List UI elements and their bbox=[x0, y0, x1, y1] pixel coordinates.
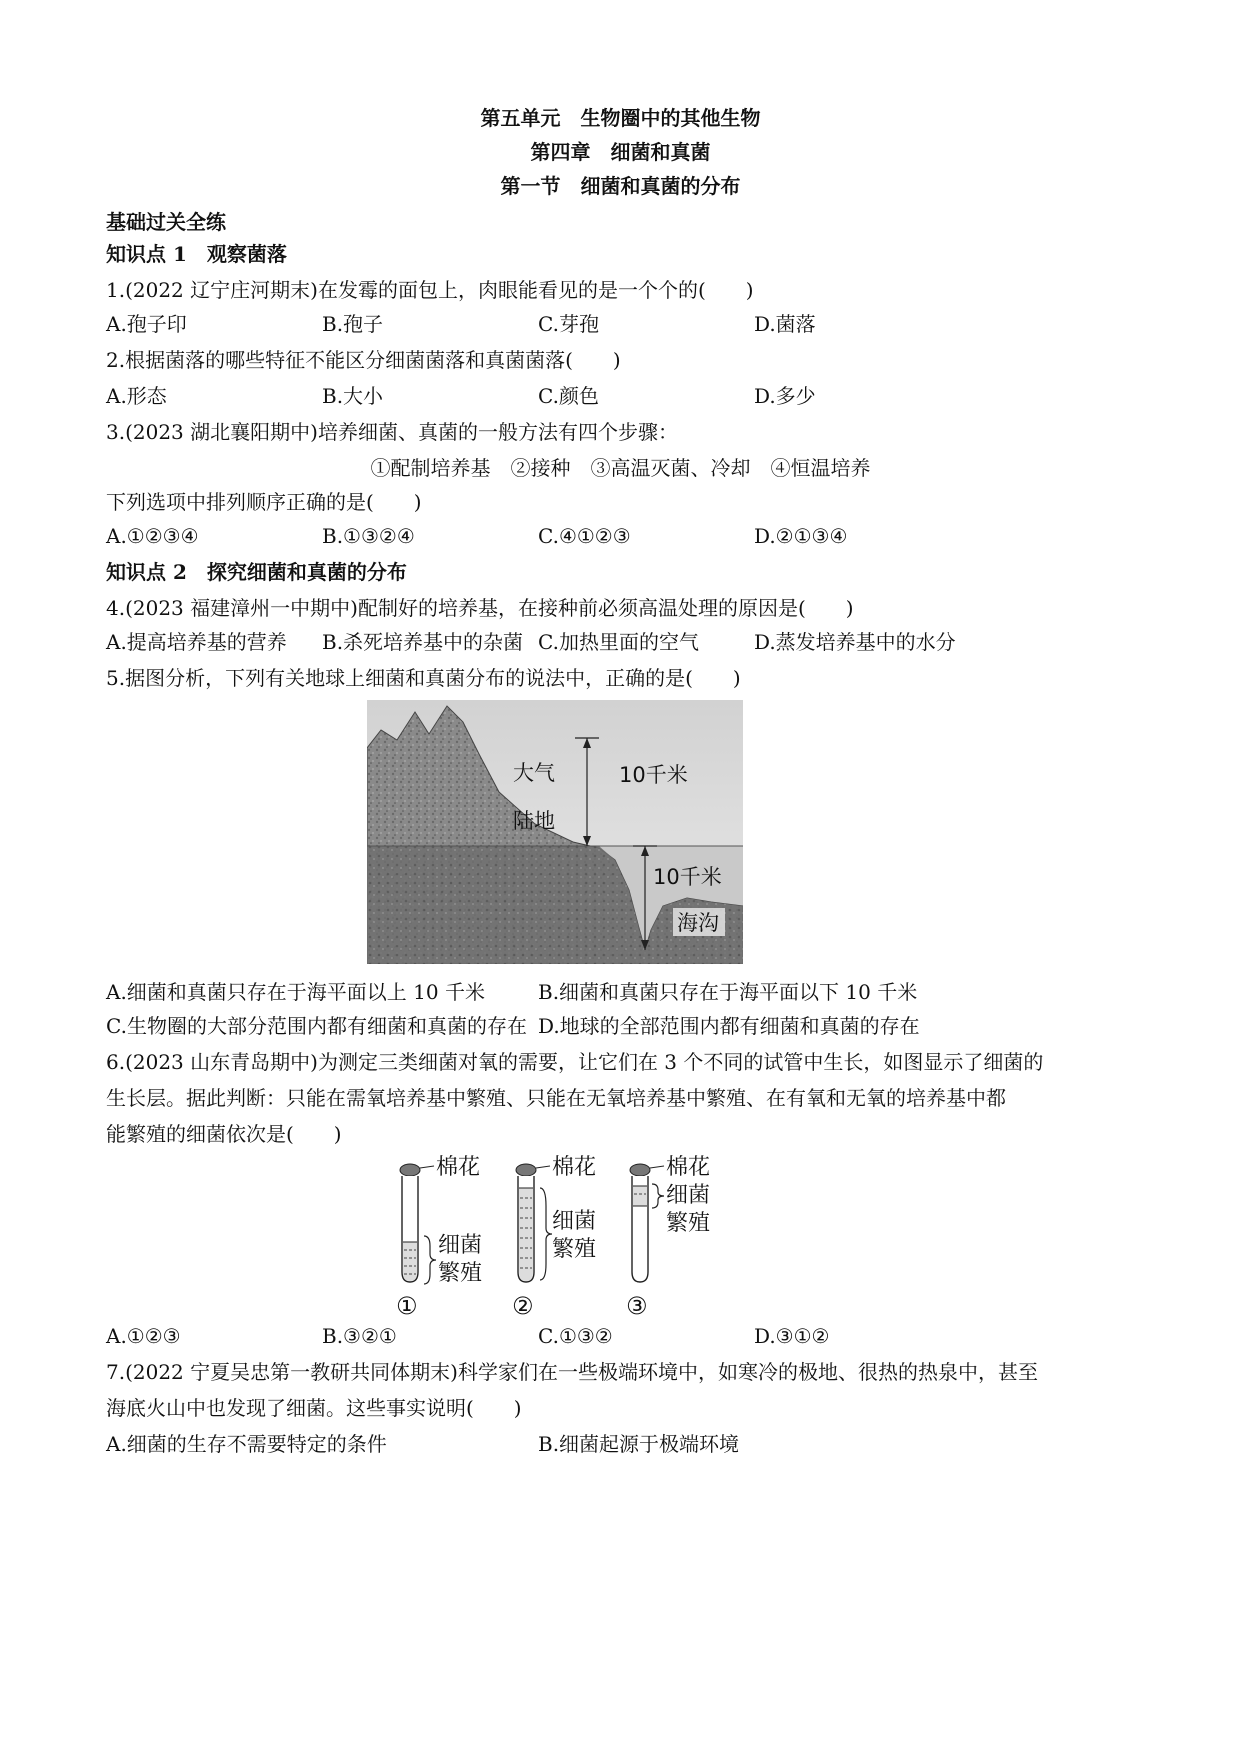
q4-option-d: D.蒸发培养基中的水分 bbox=[754, 630, 956, 654]
tube-label-3: ③ bbox=[626, 1292, 648, 1320]
tube-2 bbox=[512, 1155, 596, 1320]
trench-label: 海沟 bbox=[677, 911, 719, 935]
question-4-stem: 4.(2023 福建漳州一中期中)配制好的培养基，在接种前必须高温处理的原因是( ) bbox=[106, 596, 854, 620]
tube-1 bbox=[396, 1155, 482, 1320]
growth-label-3a: 细菌 bbox=[666, 1183, 711, 1208]
q1-option-d: D.菌落 bbox=[754, 312, 816, 336]
tube-3 bbox=[626, 1155, 710, 1320]
growth-label-2a: 细菌 bbox=[552, 1209, 597, 1234]
q6-option-a: A.①②③ bbox=[106, 1324, 181, 1348]
knowledge-point-1: 知识点 1 观察菌落 bbox=[106, 242, 287, 266]
question-3-stem-2: 下列选项中排列顺序正确的是( ) bbox=[106, 490, 422, 514]
q7-option-b: B.细菌起源于极端环境 bbox=[538, 1432, 740, 1456]
chapter-title: 第四章 细菌和真菌 bbox=[530, 140, 711, 164]
q4-option-a: A.提高培养基的营养 bbox=[106, 630, 287, 654]
cotton-label-1: 棉花 bbox=[436, 1155, 481, 1180]
question-6-stem-2: 生长层。据此判断：只能在需氧培养基中繁殖、只能在无氧培养基中繁殖、在有氧和无氧的培养基中都 bbox=[106, 1086, 1006, 1110]
question-2-stem: 2.根据菌落的哪些特征不能区分细菌菌落和真菌菌落( ) bbox=[106, 348, 621, 372]
q1-option-b: B.孢子 bbox=[322, 312, 384, 336]
earth-section-figure bbox=[367, 700, 743, 964]
growth-label-3b: 繁殖 bbox=[666, 1211, 711, 1236]
q2-option-b: B.大小 bbox=[322, 384, 384, 408]
question-1-stem: 1.(2022 辽宁庄河期末)在发霉的面包上，肉眼能看见的是一个个的( ) bbox=[106, 278, 754, 302]
question-7-stem-1: 7.(2022 宁夏吴忠第一教研共同体期末)科学家们在一些极端环境中，如寒冷的极地、很热的热泉中，甚至 bbox=[106, 1360, 1038, 1384]
tube-label-2: ② bbox=[512, 1292, 534, 1320]
growth-label-2b: 繁殖 bbox=[552, 1237, 597, 1262]
test-tubes-svg bbox=[390, 1150, 730, 1320]
q5-option-a: A.细菌和真菌只存在于海平面以上 10 千米 bbox=[106, 980, 485, 1004]
q2-option-a: A.形态 bbox=[106, 384, 167, 408]
question-3-stem: 3.(2023 湖北襄阳期中)培养细菌、真菌的一般方法有四个步骤： bbox=[106, 420, 678, 444]
q4-option-c: C.加热里面的空气 bbox=[538, 630, 699, 654]
q3-option-a: A.①②③④ bbox=[106, 524, 199, 548]
q2-option-c: C.颜色 bbox=[538, 384, 599, 408]
height-down-label: 10千米 bbox=[653, 865, 722, 889]
cotton-label-2: 棉花 bbox=[552, 1155, 597, 1180]
q1-option-a: A.孢子印 bbox=[106, 312, 187, 336]
q3-option-b: B.①③②④ bbox=[322, 524, 415, 548]
q3-steps: ①配制培养基 ②接种 ③高温灭菌、冷却 ④恒温培养 bbox=[370, 456, 871, 480]
unit-title: 第五单元 生物圈中的其他生物 bbox=[480, 106, 761, 130]
q6-option-b: B.③②① bbox=[322, 1324, 397, 1348]
q1-option-c: C.芽孢 bbox=[538, 312, 599, 336]
q3-option-c: C.④①②③ bbox=[538, 524, 631, 548]
question-7-stem-2: 海底火山中也发现了细菌。这些事实说明( ) bbox=[106, 1396, 522, 1420]
atmosphere-label: 大气 bbox=[513, 761, 555, 785]
section-title: 第一节 细菌和真菌的分布 bbox=[500, 174, 741, 198]
q4-option-b: B.杀死培养基中的杂菌 bbox=[322, 630, 524, 654]
q5-option-b: B.细菌和真菌只存在于海平面以下 10 千米 bbox=[538, 980, 918, 1004]
q7-option-a: A.细菌的生存不需要特定的条件 bbox=[106, 1432, 387, 1456]
test-tubes-figure bbox=[390, 1150, 730, 1320]
question-6-stem-3: 能繁殖的细菌依次是( ) bbox=[106, 1122, 342, 1146]
question-6-stem-1: 6.(2023 山东青岛期中)为测定三类细菌对氧的需要，让它们在 3 个不同的试管中生长，如图显示了细菌的 bbox=[106, 1050, 1044, 1074]
q5-option-d: D.地球的全部范围内都有细菌和真菌的存在 bbox=[538, 1014, 920, 1038]
land-label: 陆地 bbox=[513, 809, 555, 833]
height-up-label: 10千米 bbox=[619, 763, 688, 787]
knowledge-point-2: 知识点 2 探究细菌和真菌的分布 bbox=[106, 560, 407, 584]
question-5-stem: 5.据图分析，下列有关地球上细菌和真菌分布的说法中，正确的是( ) bbox=[106, 666, 741, 690]
q6-option-d: D.③①② bbox=[754, 1324, 830, 1348]
tube-label-1: ① bbox=[396, 1292, 418, 1320]
growth-label-1b: 繁殖 bbox=[438, 1261, 483, 1286]
earth-section-svg bbox=[367, 700, 743, 964]
q5-option-c: C.生物圈的大部分范围内都有细菌和真菌的存在 bbox=[106, 1014, 527, 1038]
q2-option-d: D.多少 bbox=[754, 384, 816, 408]
q3-option-d: D.②①③④ bbox=[754, 524, 848, 548]
practice-heading: 基础过关全练 bbox=[106, 210, 226, 234]
growth-label-1a: 细菌 bbox=[438, 1233, 483, 1258]
cotton-label-3: 棉花 bbox=[666, 1155, 711, 1180]
q6-option-c: C.①③② bbox=[538, 1324, 613, 1348]
